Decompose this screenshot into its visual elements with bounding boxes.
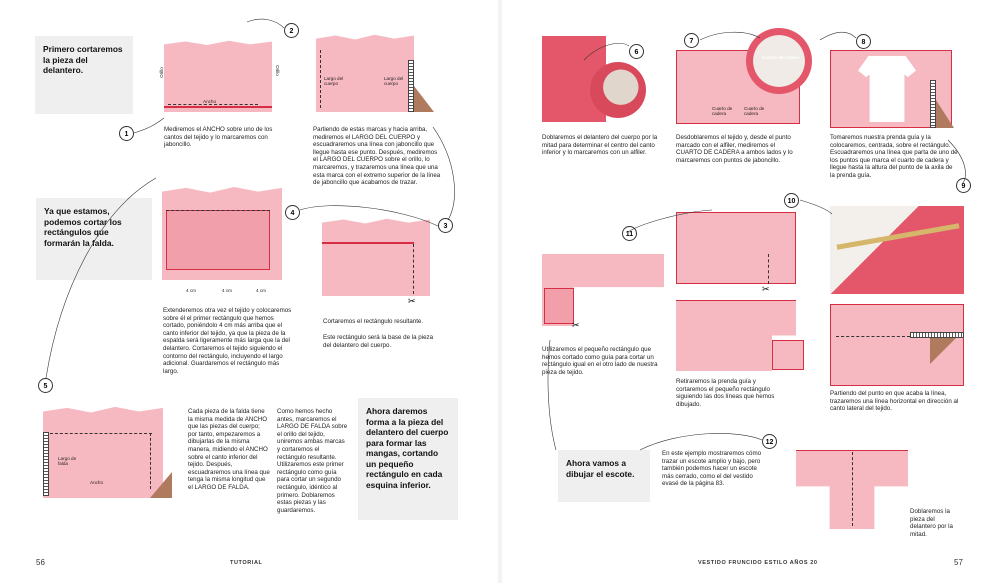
step4-text: Extenderemos otra vez el tejido y colocaremos sobre él el primer rectángulo que hemos cortado, poniéndolo 4 cm más arriba que el canto inferior del tejido, ya que la pieza de la espalda será ligeramente más larga que la del delantero. Cortaremos el tejido siguiendo el contorno del rectángulo, incluyendo el largo adicional. Guardaremos el rectángulo más largo. <box>163 307 292 375</box>
step3-text-a: Cortaremos el rectángulo resultante. <box>323 318 424 325</box>
step10-text: Retiraremos la prenda guía y cortaremos el pequeño rectángulo siguiendo las dos líneas que hemos dibujado. <box>676 378 775 408</box>
arrow-11b <box>548 340 556 450</box>
step7-text: Desdoblaremos el tejido y, desde el punto marcado con el alfiler, mediremos el CUARTO DE CADERA a ambos lados y lo marcaremos con puntos de jaboncillo. <box>676 134 793 164</box>
label-ancho: Ancho <box>203 99 217 104</box>
step2-text: Partiendo de estas marcas y hacia arriba, mediremos el LARGO DEL CUERPO y escuadraremos una línea con jaboncillo que llegue hasta ese punto. Después, mediremos el LARGO DEL CUERPO sobre el orillo, lo marcaremos, y trazaremos una línea que una esta marca con el extremo superior de la línea de jaboncillo que acabamos de trazar. <box>313 126 441 187</box>
arrow-8 <box>820 32 856 40</box>
arrow-12 <box>640 433 762 450</box>
step12-intro: En este ejemplo mostraremos cómo trazar un escote amplio y bajo, pero también podemos hacer un escote más cerrado, como el del vestido evasé de la página 83. <box>662 450 762 488</box>
page-number-left: 56 <box>36 558 45 567</box>
scissors-icon-fig11: ✂ <box>572 320 580 330</box>
label-largo-cuerpo-b: Largo del cuerpo <box>384 76 404 86</box>
arrow-1 <box>134 118 164 133</box>
label-largo-cuerpo-a: Largo del cuerpo <box>324 76 344 86</box>
arrow-9 <box>948 140 965 184</box>
step-number-8: 8 <box>856 34 871 49</box>
step6-text: Doblaremos el delantero del cuerpo por la mitad para determinar el centro del canto inferior y lo marcaremos con un alfiler. <box>542 134 658 157</box>
scissors-icon: ✂ <box>408 296 416 306</box>
label-4cm-b: 4 cm <box>222 288 232 293</box>
label-4cm-a: 4 cm <box>186 288 196 293</box>
label-orillo-left: Orillo <box>158 67 164 78</box>
label-largo-falda: Largo de falda <box>58 456 77 466</box>
footer-left: TUTORIAL <box>230 560 263 566</box>
callout-cut-front: Primero cortaremos la pieza del delantero. <box>35 36 133 114</box>
callout-sleeves: Ahora daremos forma a la pieza del delantero del cuerpo para formar las mangas, cortando un pequeño rectángulo en cada esquina inferior. <box>358 398 458 520</box>
arrow-2 <box>247 19 284 28</box>
arrow-3 <box>433 127 455 220</box>
step-number-9: 9 <box>956 178 971 193</box>
step-number-5: 5 <box>38 378 53 393</box>
arrow-7 <box>700 32 760 40</box>
step9-text: Partiendo del punto en que acaba la línea, trazaremos una línea horizontal en dirección al canto lateral del tejido. <box>830 390 959 413</box>
step11-text: Utilizaremos el pequeño rectángulo que hemos cortado como guía para cortar un rectángulo igual en el otro lado de nuestra pieza de tejido. <box>542 346 658 376</box>
arrow-11 <box>628 210 712 232</box>
step-number-11: 11 <box>622 226 637 241</box>
step8-text: Tomaremos nuestra prenda guía y la colocaremos, centrada, sobre el rectángulo. Escuadraremos una línea que parta de uno de los puntos que marca el cuarto de cadera y llegue hasta la altura del punto de la axila de la prenda guía. <box>830 134 958 179</box>
arrow-5 <box>46 178 156 378</box>
step-number-3: 3 <box>438 218 453 233</box>
step-number-2: 2 <box>284 23 299 38</box>
arrow-10 <box>800 200 832 214</box>
step1-text: Mediremos el ANCHO sobre uno de los cantos del tejido y lo marcaremos con jaboncillo. <box>164 126 273 149</box>
callout-neckline: Ahora vamos a dibujar el escote. <box>558 450 650 502</box>
step-number-4: 4 <box>285 205 300 220</box>
label-4cm-c: 4 cm <box>256 288 266 293</box>
step-number-12: 12 <box>762 434 777 449</box>
step5-text-a: Cada pieza de la falda tiene la misma medida de ANCHO que las piezas del cuerpo; por tanto, empezaremos a dibujarlas de la misma manera, midiendo el ANCHO sobre el canto inferior del tejido. Después, escuadraremos una línea que tenga la misma longitud que el LARGO DE FALDA. <box>188 408 270 491</box>
step12-caption: Doblaremos la pieza del delantero por la mitad. <box>910 508 953 538</box>
step-number-1: 1 <box>119 126 134 141</box>
label-cuarto-cadera-a: Cuarto de cadera <box>712 106 733 116</box>
scissors-icon-fig10: ✂ <box>762 284 770 294</box>
step-number-7: 7 <box>684 33 699 48</box>
label-ancho-fig5: Ancho <box>90 480 104 485</box>
page-number-right: 57 <box>954 558 963 567</box>
arrow-4 <box>300 206 438 226</box>
footer-right: VESTIDO FRUNCIDO ESTILO AÑOS 20 <box>698 560 818 566</box>
step-number-10: 10 <box>784 193 799 208</box>
step5-text-b: Como hemos hecho antes, marcaremos el LARGO DE FALDA sobre el orillo del tejido, uniremos ambas marcas y cortaremos el rectángulo resultante. Utilizaremos este primer rectángulo como guía para cortar un segundo rectángulo, idéntico al primero. Doblaremos estas piezas y las guardaremos. <box>277 408 348 514</box>
callout-skirt-rectangles: Ya que estamos, podemos cortar los rectángulos que formarán la falda. <box>36 198 152 280</box>
label-cuarto-cadera-photo: Cuarto de cadera <box>762 55 800 60</box>
step3-text-b: Este rectángulo será la base de la pieza del delantero del cuerpo. <box>323 334 434 349</box>
arrow-6 <box>584 43 629 60</box>
label-cuarto-cadera-b: Cuarto de cadera <box>744 106 765 116</box>
step-number-6: 6 <box>629 44 644 59</box>
label-orillo-right: Orillo <box>274 65 280 76</box>
